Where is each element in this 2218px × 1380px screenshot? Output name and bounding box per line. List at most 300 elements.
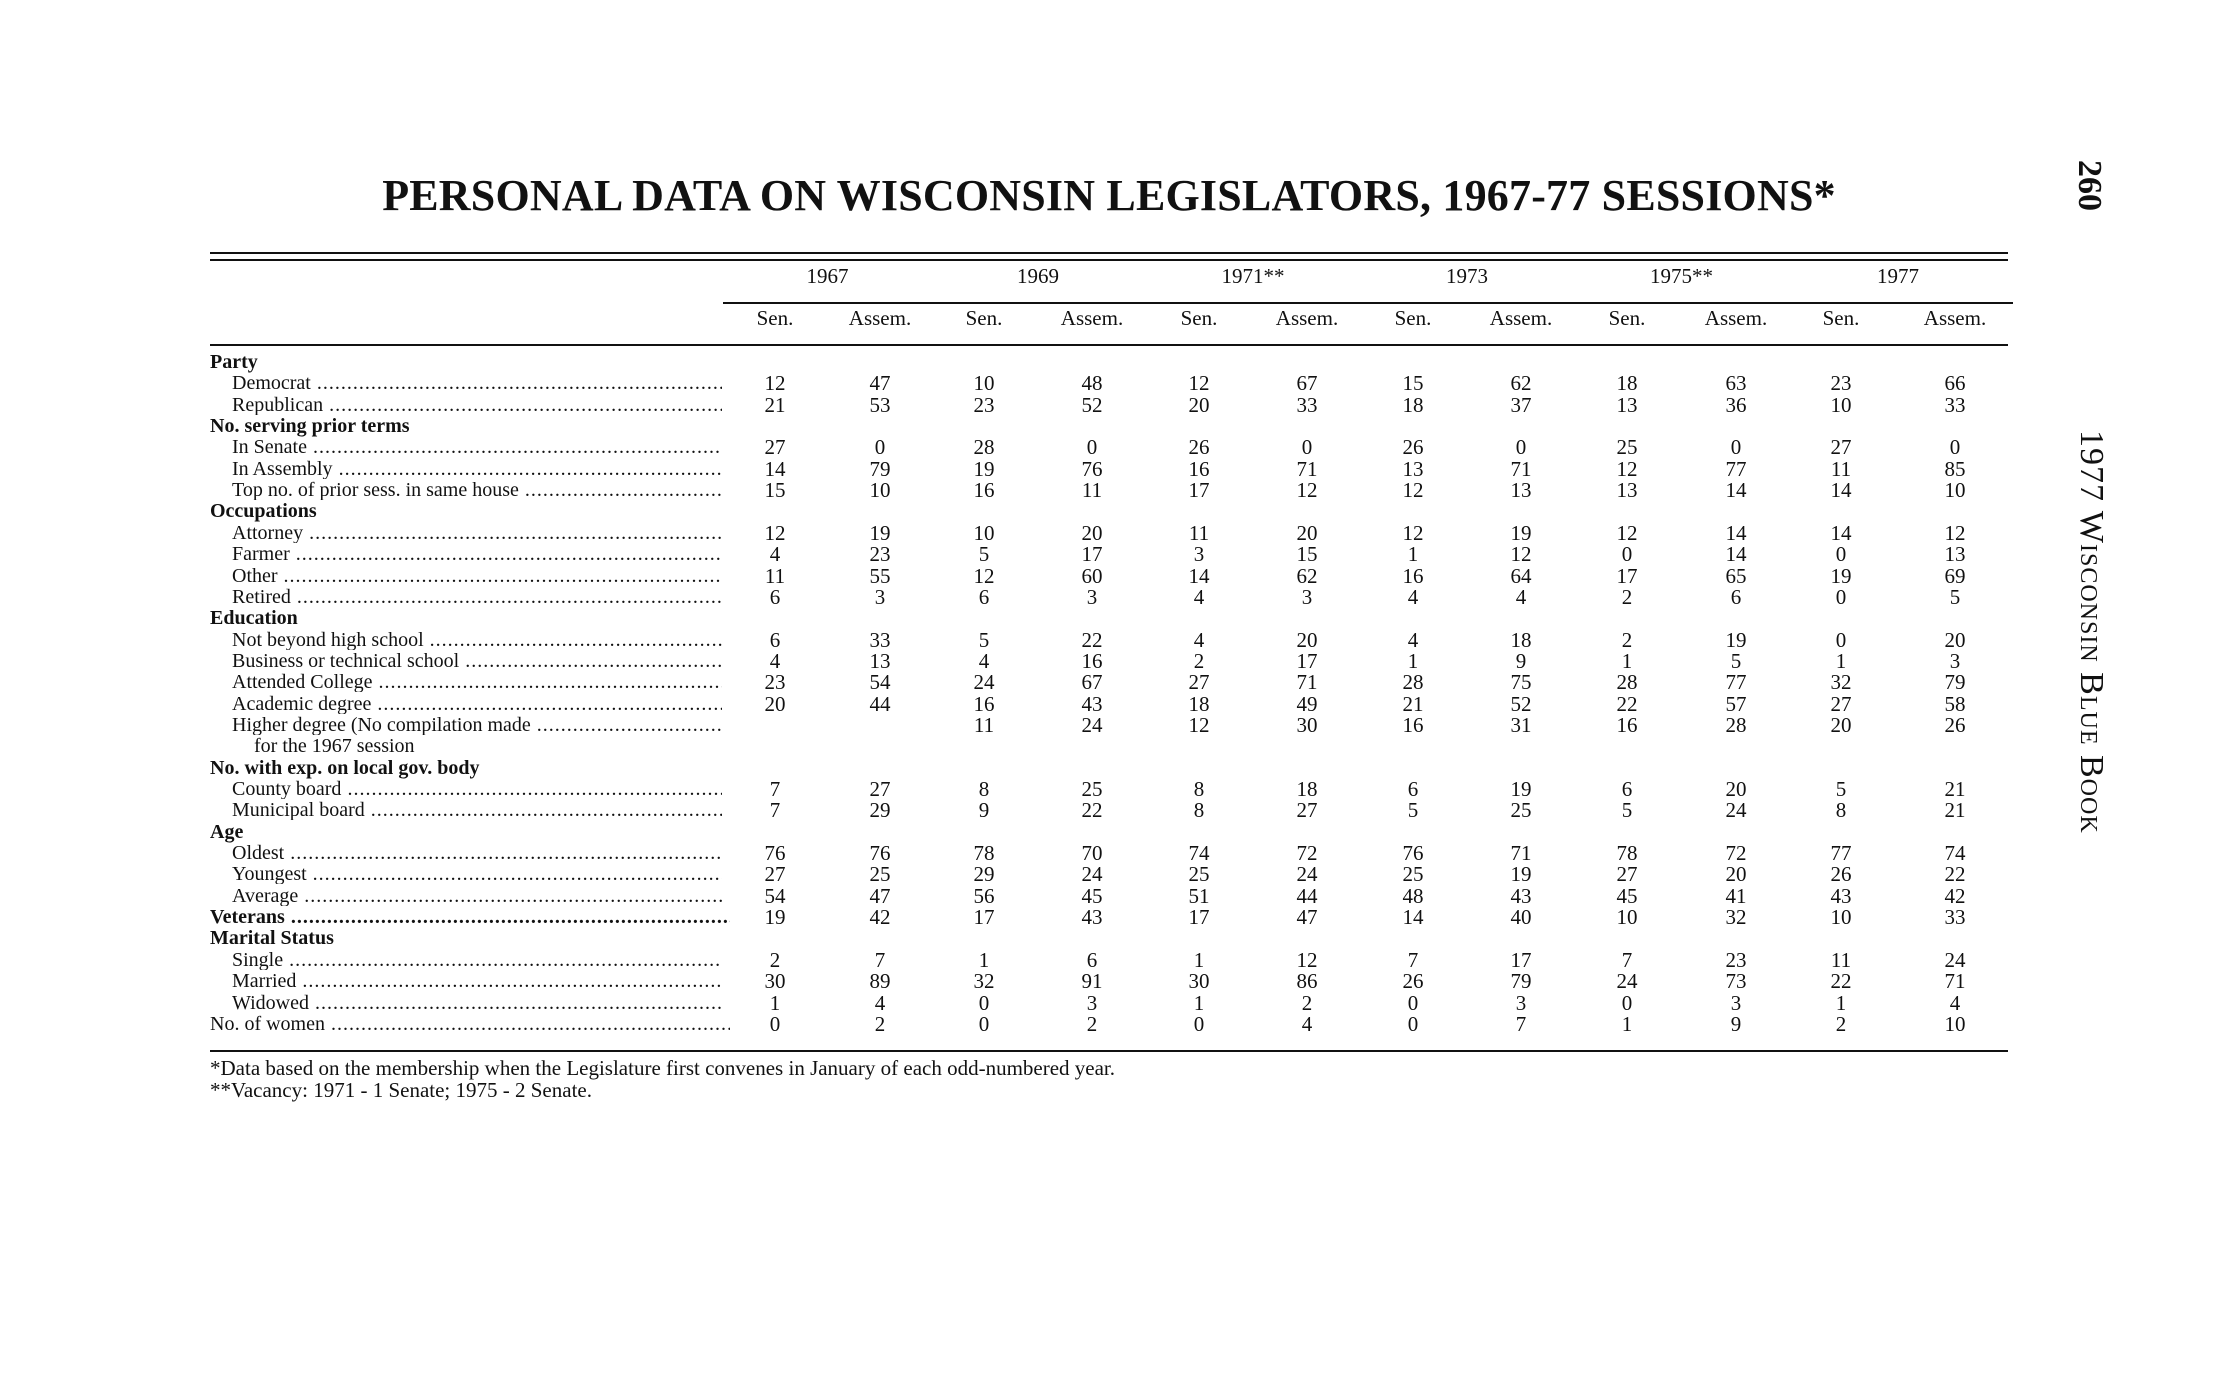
- table-cell: 52: [1081, 393, 1103, 417]
- table-cell: 56: [973, 884, 995, 908]
- assembly-header: Assem.: [1489, 306, 1553, 330]
- table-cell: 10: [973, 371, 995, 395]
- table-cell: 24: [1081, 713, 1103, 737]
- table-cell: 23: [973, 393, 995, 417]
- table-cell: 19: [1725, 628, 1747, 652]
- table-cell: 1: [1835, 649, 1847, 673]
- table-cell: 10: [1616, 905, 1638, 929]
- year-header: 1967: [806, 264, 849, 288]
- table-cell: 7: [769, 798, 781, 822]
- senate-header: Sen.: [1608, 306, 1646, 330]
- footnote: **Vacancy: 1971 - 1 Senate; 1975 - 2 Senate.: [210, 1078, 592, 1102]
- table-cell: 44: [869, 692, 891, 716]
- table-cell: 71: [1510, 457, 1532, 481]
- table-cell: 12: [1616, 457, 1638, 481]
- table-cell: 0: [978, 1012, 990, 1036]
- table-cell: 48: [1081, 371, 1103, 395]
- year-header: 1969: [1017, 264, 1059, 288]
- table-cell: 28: [1725, 713, 1747, 737]
- table-cell: 73: [1725, 969, 1747, 993]
- table-cell: 74: [1188, 841, 1210, 865]
- table-cell: 20: [1725, 862, 1747, 886]
- table-cell: 14: [1725, 521, 1747, 545]
- table-cell: 4: [1515, 585, 1527, 609]
- table-cell: 25: [1402, 862, 1424, 886]
- row-label: Higher degree (No compilation made .....: [232, 715, 722, 735]
- table-cell: 0: [874, 435, 886, 459]
- table-cell: 6: [769, 628, 781, 652]
- table-cell: 27: [1830, 435, 1852, 459]
- table-cell: 26: [1402, 435, 1424, 459]
- table-cell: 26: [1402, 969, 1424, 993]
- table-cell: 2: [1621, 585, 1633, 609]
- table-cell: 20: [1296, 628, 1318, 652]
- assembly-header: Assem.: [1923, 306, 1987, 330]
- row-label: Youngest .....: [232, 864, 722, 884]
- table-cell: 0: [1301, 435, 1313, 459]
- table-cell: 23: [869, 542, 891, 566]
- table-cell: 14: [1725, 542, 1747, 566]
- table-cell: 77: [1725, 457, 1747, 481]
- table-cell: 17: [973, 905, 995, 929]
- table-cell: 16: [973, 692, 995, 716]
- table-cell: 20: [1081, 521, 1103, 545]
- year-underline: [932, 302, 1150, 304]
- table-cell: 8: [1193, 798, 1205, 822]
- table-cell: 60: [1081, 564, 1103, 588]
- table-cell: 2: [769, 948, 781, 972]
- table-cell: 19: [869, 521, 891, 545]
- table-cell: 79: [1944, 670, 1966, 694]
- table-cell: 89: [869, 969, 891, 993]
- table-cell: 77: [1830, 841, 1852, 865]
- table-cell: 0: [1193, 1012, 1205, 1036]
- row-label: In Assembly .....: [232, 459, 722, 479]
- row-label: Attorney .....: [232, 523, 722, 543]
- table-cell: 12: [1616, 521, 1638, 545]
- table-cell: 12: [764, 521, 786, 545]
- table-cell: 11: [1830, 457, 1852, 481]
- table-cell: 10: [1944, 478, 1966, 502]
- row-label: Republican .....: [232, 395, 722, 415]
- table-cell: 5: [978, 542, 990, 566]
- table-cell: 9: [978, 798, 990, 822]
- table-cell: 12: [1944, 521, 1966, 545]
- assembly-header: Assem.: [1275, 306, 1339, 330]
- section-heading: Party: [210, 351, 258, 373]
- table-cell: 11: [1081, 478, 1103, 502]
- row-label: Academic degree .....: [232, 694, 722, 714]
- table-cell: 12: [1510, 542, 1532, 566]
- table-cell: 22: [1830, 969, 1852, 993]
- table-cell: 26: [1188, 435, 1210, 459]
- table-cell: 43: [1510, 884, 1532, 908]
- row-label: Single .....: [232, 950, 722, 970]
- table-cell: 2: [1193, 649, 1205, 673]
- table-cell: 0: [1730, 435, 1742, 459]
- table-cell: 0: [1949, 435, 1961, 459]
- row-label: Other .....: [232, 566, 722, 586]
- table-cell: 27: [1616, 862, 1638, 886]
- section-heading: Education: [210, 607, 298, 629]
- table-cell: 0: [1621, 542, 1633, 566]
- senate-header: Sen.: [1822, 306, 1860, 330]
- table-cell: 17: [1188, 905, 1210, 929]
- table-bottom-rule: [210, 1050, 2008, 1052]
- table-cell: 1: [1621, 649, 1633, 673]
- table-cell: 30: [1188, 969, 1210, 993]
- table-cell: 62: [1510, 371, 1532, 395]
- table-cell: 15: [1402, 371, 1424, 395]
- table-cell: 54: [869, 670, 891, 694]
- table-cell: 0: [1407, 991, 1419, 1015]
- table-cell: 3: [1193, 542, 1205, 566]
- row-label: Business or technical school .....: [232, 651, 722, 671]
- table-cell: 2: [1621, 628, 1633, 652]
- table-cell: 28: [973, 435, 995, 459]
- table-cell: 48: [1402, 884, 1424, 908]
- table-top-rule: [210, 252, 2008, 254]
- table-cell: 71: [1296, 457, 1318, 481]
- table-cell: 24: [1725, 798, 1747, 822]
- table-cell: 16: [1616, 713, 1638, 737]
- table-cell: 1: [1193, 991, 1205, 1015]
- table-cell: 21: [1402, 692, 1424, 716]
- year-header: 1977: [1877, 264, 1919, 288]
- table-cell: 12: [1188, 371, 1210, 395]
- table-cell: 8: [978, 777, 990, 801]
- table-cell: 40: [1510, 905, 1532, 929]
- table-cell: 23: [1725, 948, 1747, 972]
- table-cell: 52: [1510, 692, 1532, 716]
- table-cell: 12: [1188, 713, 1210, 737]
- table-cell: 19: [1510, 862, 1532, 886]
- table-cell: 12: [1402, 478, 1424, 502]
- year-header: 1971**: [1221, 264, 1285, 288]
- table-cell: 21: [764, 393, 786, 417]
- table-cell: 0: [1835, 542, 1847, 566]
- table-cell: 2: [1835, 1012, 1847, 1036]
- table-cell: 3: [1949, 649, 1961, 673]
- table-cell: 11: [1188, 521, 1210, 545]
- table-cell: 14: [1725, 478, 1747, 502]
- page-title: PERSONAL DATA ON WISCONSIN LEGISLATORS, 1967-77 SESSIONS*: [382, 171, 1836, 220]
- table-cell: 4: [978, 649, 990, 673]
- table-cell: 71: [1944, 969, 1966, 993]
- table-cell: 11: [764, 564, 786, 588]
- table-cell: 33: [1296, 393, 1318, 417]
- table-cell: 11: [1830, 948, 1852, 972]
- table-cell: 19: [1830, 564, 1852, 588]
- table-cell: 6: [1407, 777, 1419, 801]
- table-cell: 20: [1296, 521, 1318, 545]
- table-cell: 20: [1725, 777, 1747, 801]
- table-cell: 3: [1515, 991, 1527, 1015]
- row-label: In Senate .....: [232, 437, 722, 457]
- table-cell: 19: [1510, 777, 1532, 801]
- table-cell: 58: [1944, 692, 1966, 716]
- table-cell: 32: [1725, 905, 1747, 929]
- table-cell: 18: [1510, 628, 1532, 652]
- table-cell: 0: [769, 1012, 781, 1036]
- table-cell: 19: [1510, 521, 1532, 545]
- table-cell: 67: [1081, 670, 1103, 694]
- table-cell: 20: [764, 692, 786, 716]
- table-cell: 62: [1296, 564, 1318, 588]
- table-cell: 4: [1193, 628, 1205, 652]
- table-top-rule: [210, 259, 2008, 261]
- table-cell: 79: [869, 457, 891, 481]
- table-cell: 4: [1407, 585, 1419, 609]
- table-cell: 22: [1081, 628, 1103, 652]
- table-cell: 1: [1407, 542, 1419, 566]
- table-cell: 5: [1407, 798, 1419, 822]
- table-cell: 19: [764, 905, 786, 929]
- table-cell: 14: [1188, 564, 1210, 588]
- table-cell: 27: [1830, 692, 1852, 716]
- table-cell: 69: [1944, 564, 1966, 588]
- table-cell: 57: [1725, 692, 1747, 716]
- table-cell: 0: [978, 991, 990, 1015]
- row-label: Oldest .....: [232, 843, 722, 863]
- row-label: Married .....: [232, 971, 722, 991]
- table-cell: 32: [1830, 670, 1852, 694]
- table-cell: 4: [874, 991, 886, 1015]
- table-cell: 16: [1081, 649, 1103, 673]
- row-label: Veterans .....: [210, 907, 730, 927]
- table-cell: 65: [1725, 564, 1747, 588]
- table-cell: 11: [973, 713, 995, 737]
- table-cell: 55: [869, 564, 891, 588]
- table-cell: 51: [1188, 884, 1210, 908]
- table-cell: 4: [1193, 585, 1205, 609]
- table-cell: 7: [874, 948, 886, 972]
- table-cell: 3: [1086, 585, 1098, 609]
- table-cell: 16: [973, 478, 995, 502]
- table-cell: 77: [1725, 670, 1747, 694]
- table-cell: 67: [1296, 371, 1318, 395]
- table-cell: 24: [1944, 948, 1966, 972]
- table-cell: 14: [764, 457, 786, 481]
- table-cell: 7: [1515, 1012, 1527, 1036]
- row-label: Retired .....: [232, 587, 722, 607]
- table-cell: 29: [973, 862, 995, 886]
- year-header: 1973: [1446, 264, 1488, 288]
- table-cell: 13: [1402, 457, 1424, 481]
- table-cell: 8: [1193, 777, 1205, 801]
- table-cell: 7: [1621, 948, 1633, 972]
- senate-header: Sen.: [1180, 306, 1218, 330]
- table-cell: 23: [1830, 371, 1852, 395]
- year-underline: [1361, 302, 1579, 304]
- table-cell: 10: [973, 521, 995, 545]
- row-label: No. of women .....: [210, 1014, 730, 1034]
- table-cell: 1: [978, 948, 990, 972]
- table-cell: 23: [764, 670, 786, 694]
- table-cell: 14: [1830, 521, 1852, 545]
- table-cell: 13: [1510, 478, 1532, 502]
- table-cell: 24: [973, 670, 995, 694]
- table-cell: 16: [1402, 713, 1424, 737]
- senate-header: Sen.: [965, 306, 1003, 330]
- table-cell: 5: [1621, 798, 1633, 822]
- year-underline: [1147, 302, 1365, 304]
- table-cell: 53: [869, 393, 891, 417]
- table-cell: 27: [1188, 670, 1210, 694]
- table-cell: 76: [764, 841, 786, 865]
- table-cell: 15: [764, 478, 786, 502]
- table-cell: 63: [1725, 371, 1747, 395]
- table-cell: 3: [1086, 991, 1098, 1015]
- table-cell: 85: [1944, 457, 1966, 481]
- table-cell: 71: [1296, 670, 1318, 694]
- table-cell: 43: [1081, 692, 1103, 716]
- table-cell: 6: [1621, 777, 1633, 801]
- table-cell: 10: [869, 478, 891, 502]
- table-cell: 19: [973, 457, 995, 481]
- table-cell: 18: [1402, 393, 1424, 417]
- table-cell: 6: [1086, 948, 1098, 972]
- table-cell: 10: [1830, 393, 1852, 417]
- table-cell: 5: [1730, 649, 1742, 673]
- table-cell: 1: [1621, 1012, 1633, 1036]
- table-cell: 1: [1835, 991, 1847, 1015]
- table-cell: 25: [1616, 435, 1638, 459]
- table-cell: 14: [1402, 905, 1424, 929]
- table-cell: 4: [1407, 628, 1419, 652]
- row-label: Top no. of prior sess. in same house .....: [232, 480, 722, 500]
- table-cell: 20: [1830, 713, 1852, 737]
- row-label: County board .....: [232, 779, 722, 799]
- table-cell: 76: [1081, 457, 1103, 481]
- table-cell: 26: [1830, 862, 1852, 886]
- table-cell: 18: [1296, 777, 1318, 801]
- table-cell: 47: [1296, 905, 1318, 929]
- table-cell: 4: [1949, 991, 1961, 1015]
- table-cell: 75: [1510, 670, 1532, 694]
- assembly-header: Assem.: [1704, 306, 1768, 330]
- table-cell: 5: [1949, 585, 1961, 609]
- table-cell: 70: [1081, 841, 1103, 865]
- table-cell: 3: [1730, 991, 1742, 1015]
- table-cell: 1: [1407, 649, 1419, 673]
- table-cell: 8: [1835, 798, 1847, 822]
- table-cell: 2: [874, 1012, 886, 1036]
- page-number-text: 260: [2071, 160, 2108, 211]
- table-cell: 17: [1296, 649, 1318, 673]
- year-header: 1975**: [1650, 264, 1713, 288]
- table-cell: 0: [1407, 1012, 1419, 1036]
- table-cell: 12: [973, 564, 995, 588]
- table-cell: 45: [1616, 884, 1638, 908]
- table-cell: 3: [1301, 585, 1313, 609]
- table-cell: 6: [1730, 585, 1742, 609]
- table-cell: 47: [869, 884, 891, 908]
- table-cell: 6: [769, 585, 781, 609]
- table-cell: 64: [1510, 564, 1532, 588]
- table-cell: 29: [869, 798, 891, 822]
- section-heading: Age: [210, 821, 244, 843]
- table-cell: 24: [1296, 862, 1318, 886]
- table-cell: 28: [1402, 670, 1424, 694]
- table-cell: 66: [1944, 371, 1966, 395]
- table-cell: 0: [1835, 628, 1847, 652]
- table-cell: 31: [1510, 713, 1532, 737]
- table-cell: 24: [1081, 862, 1103, 886]
- table-cell: 76: [1402, 841, 1424, 865]
- table-cell: 0: [1835, 585, 1847, 609]
- table-cell: 42: [869, 905, 891, 929]
- table-cell: 18: [1188, 692, 1210, 716]
- row-label: Not beyond high school .....: [232, 630, 722, 650]
- running-head-text: 1977 Wisconsin Blue Book: [2073, 430, 2110, 834]
- table-cell: 37: [1510, 393, 1532, 417]
- table-cell: 30: [764, 969, 786, 993]
- table-cell: 86: [1296, 969, 1318, 993]
- table-cell: 17: [1510, 948, 1532, 972]
- table-cell: 16: [1402, 564, 1424, 588]
- table-cell: 54: [764, 884, 786, 908]
- table-cell: 20: [1188, 393, 1210, 417]
- table-cell: 45: [1081, 884, 1103, 908]
- table-cell: 0: [1515, 435, 1527, 459]
- table-cell: 22: [1944, 862, 1966, 886]
- table-cell: 5: [1835, 777, 1847, 801]
- table-cell: 72: [1725, 841, 1747, 865]
- table-cell: 42: [1944, 884, 1966, 908]
- table-cell: 14: [1830, 478, 1852, 502]
- table-cell: 21: [1944, 777, 1966, 801]
- table-cell: 25: [1510, 798, 1532, 822]
- table-cell: 1: [769, 991, 781, 1015]
- table-cell: 28: [1616, 670, 1638, 694]
- year-underline: [1575, 302, 1794, 304]
- year-underline: [1789, 302, 2013, 304]
- table-cell: 16: [1188, 457, 1210, 481]
- table-cell: 13: [1616, 478, 1638, 502]
- table-cell: 76: [869, 841, 891, 865]
- footnote: *Data based on the membership when the Legislature first convenes in January of each odd-numbered year.: [210, 1056, 1116, 1080]
- table-cell: 27: [869, 777, 891, 801]
- table-cell: 25: [1081, 777, 1103, 801]
- table-cell: 91: [1081, 969, 1103, 993]
- table-cell: 26: [1944, 713, 1966, 737]
- table-cell: 18: [1616, 371, 1638, 395]
- table-cell: 20: [1944, 628, 1966, 652]
- header-rule: [210, 344, 2008, 346]
- row-label: Attended College .....: [232, 672, 722, 692]
- table-cell: 78: [973, 841, 995, 865]
- table-cell: 6: [978, 585, 990, 609]
- table-cell: 27: [764, 862, 786, 886]
- table-cell: 13: [869, 649, 891, 673]
- table-cell: 7: [1407, 948, 1419, 972]
- table-cell: 25: [869, 862, 891, 886]
- table-cell: 12: [764, 371, 786, 395]
- table-cell: 17: [1616, 564, 1638, 588]
- table-cell: 12: [1296, 948, 1318, 972]
- table-cell: 15: [1296, 542, 1318, 566]
- row-label: Municipal board .....: [232, 800, 722, 820]
- table-cell: 1: [1193, 948, 1205, 972]
- table-cell: 43: [1830, 884, 1852, 908]
- year-underline: [723, 302, 938, 304]
- table-cell: 0: [1621, 991, 1633, 1015]
- assembly-header: Assem.: [848, 306, 912, 330]
- table-cell: 2: [1086, 1012, 1098, 1036]
- table-cell: 13: [1944, 542, 1966, 566]
- table-cell: 71: [1510, 841, 1532, 865]
